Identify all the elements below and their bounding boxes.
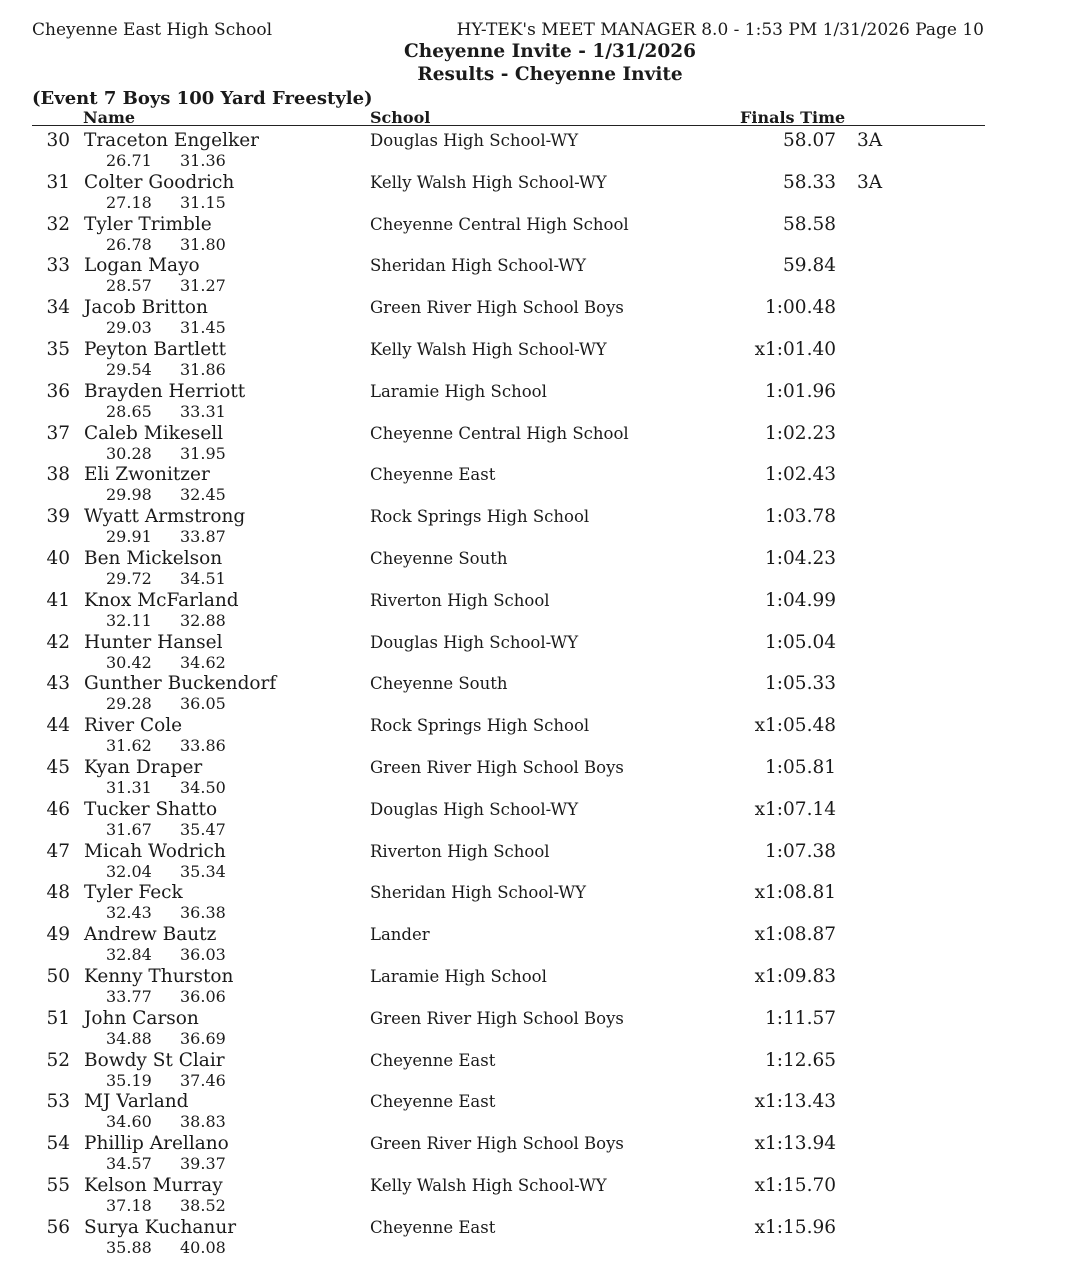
split-time-2: 35.47: [180, 819, 226, 839]
event-title: (Event 7 Boys 100 Yard Freestyle): [32, 88, 373, 109]
swimmer-school: Green River High School Boys: [370, 1008, 624, 1028]
split-time-2: 31.80: [180, 234, 226, 254]
result-place: 40: [46, 547, 70, 569]
split-time-2: 37.46: [180, 1070, 226, 1090]
finals-time: 1:02.23: [765, 422, 836, 444]
result-place: 53: [46, 1091, 70, 1113]
qualifying-standard: 3A: [857, 171, 883, 193]
swimmer-school: Lander: [370, 925, 430, 945]
swimmer-name: Surya Kuchanur: [84, 1216, 237, 1238]
swimmer-school: Sheridan High School-WY: [370, 256, 587, 276]
finals-time: 1:05.81: [765, 756, 836, 778]
split-time-1: 30.42: [106, 652, 152, 672]
result-row: [0, 214, 1080, 256]
result-place: 55: [46, 1174, 70, 1196]
finals-time: x1:15.96: [754, 1216, 836, 1238]
column-header-name: Name: [83, 108, 136, 127]
column-header-finals-time: Finals Time: [740, 108, 846, 127]
finals-time: 1:04.99: [765, 589, 836, 611]
split-time-2: 31.86: [180, 359, 226, 379]
finals-time: x1:07.14: [754, 798, 836, 820]
swimmer-name: Brayden Herriott: [84, 380, 246, 402]
swimmer-school: Cheyenne South: [370, 674, 508, 694]
result-place: 47: [46, 840, 70, 862]
swimmer-name: Kenny Thurston: [84, 965, 234, 987]
qualifying-standard: 3A: [857, 130, 883, 151]
split-time-1: 29.54: [106, 359, 152, 379]
split-time-1: 28.65: [106, 401, 152, 421]
split-time-2: 33.31: [180, 401, 226, 421]
split-time-2: 38.83: [180, 1112, 226, 1132]
split-time-1: 29.72: [106, 568, 152, 588]
split-time-2: 34.50: [180, 777, 226, 797]
result-place: 42: [46, 631, 70, 653]
split-time-1: 28.57: [106, 276, 152, 296]
swimmer-name: Jacob Britton: [84, 297, 208, 319]
swimmer-school: Kelly Walsh High School-WY: [370, 1175, 607, 1195]
swimmer-name: Peyton Bartlett: [84, 338, 227, 360]
swimmer-school: Douglas High School-WY: [370, 632, 579, 652]
result-place: 45: [46, 756, 70, 778]
finals-time: 58.33: [783, 171, 836, 193]
result-row: [0, 548, 1080, 590]
split-time-1: 31.62: [106, 736, 152, 756]
result-place: 52: [46, 1049, 70, 1071]
finals-time: 1:12.65: [765, 1049, 836, 1071]
result-place: 51: [46, 1007, 70, 1029]
finals-time: x1:08.87: [754, 924, 836, 946]
split-time-1: 26.78: [106, 234, 152, 254]
result-place: 48: [46, 882, 70, 904]
finals-time: 1:05.33: [765, 673, 836, 695]
result-place: 56: [46, 1216, 70, 1238]
finals-time: 1:07.38: [765, 840, 836, 862]
split-time-1: 32.84: [106, 945, 152, 965]
split-time-1: 34.60: [106, 1112, 152, 1132]
split-time-2: 34.62: [180, 652, 226, 672]
swimmer-school: Green River High School Boys: [370, 298, 624, 318]
swimmer-name: Caleb Mikesell: [84, 422, 224, 444]
result-row: [0, 1008, 1080, 1050]
split-time-1: 33.77: [106, 986, 152, 1006]
result-row: [0, 381, 1080, 423]
swimmer-school: Green River High School Boys: [370, 1134, 624, 1154]
swimmer-school: Rock Springs High School: [370, 716, 590, 736]
swimmer-name: MJ Varland: [84, 1091, 189, 1113]
result-place: 33: [46, 255, 70, 277]
result-place: 34: [46, 297, 70, 319]
swimmer-name: Colter Goodrich: [84, 171, 235, 193]
swimmer-school: Cheyenne Central High School: [370, 423, 629, 443]
swimmer-school: Riverton High School: [370, 841, 550, 861]
header-school-name: Cheyenne East High School: [32, 20, 273, 40]
swimmer-school: Cheyenne East: [370, 1217, 496, 1237]
result-row: [0, 1175, 1080, 1217]
result-row: [0, 1050, 1080, 1092]
split-time-1: 32.04: [106, 861, 152, 881]
split-time-2: 31.45: [180, 318, 226, 338]
split-time-1: 35.88: [106, 1237, 152, 1257]
result-row: [0, 1217, 1080, 1259]
split-time-1: 31.67: [106, 819, 152, 839]
swimmer-name: Tyler Feck: [84, 882, 183, 904]
split-time-2: 36.05: [180, 694, 226, 714]
meet-subtitle: Results - Cheyenne Invite: [417, 64, 683, 85]
swimmer-name: Kelson Murray: [84, 1174, 223, 1196]
swimmer-school: Cheyenne South: [370, 548, 508, 568]
meet-title: Cheyenne Invite - 1/31/2026: [404, 41, 696, 62]
finals-time: x1:13.43: [754, 1091, 836, 1113]
split-time-1: 35.19: [106, 1070, 152, 1090]
result-row: [0, 590, 1080, 632]
split-time-2: 36.38: [180, 903, 226, 923]
split-time-1: 29.28: [106, 694, 152, 714]
result-place: 49: [46, 924, 70, 946]
swimmer-school: Cheyenne East: [370, 1050, 496, 1070]
swimmer-school: Kelly Walsh High School-WY: [370, 172, 607, 192]
swimmer-name: John Carson: [84, 1007, 199, 1029]
split-time-1: 32.43: [106, 903, 152, 923]
result-row: [0, 172, 1080, 214]
header-divider: [32, 125, 985, 126]
split-time-1: 26.71: [106, 151, 152, 170]
result-row: [0, 673, 1080, 715]
result-place: 30: [46, 130, 70, 151]
split-time-1: 29.91: [106, 527, 152, 547]
finals-time: 58.58: [783, 213, 836, 235]
swimmer-name: River Cole: [84, 715, 183, 737]
split-time-1: 31.31: [106, 777, 152, 797]
result-row: [0, 1091, 1080, 1133]
swimmer-school: Laramie High School: [370, 381, 547, 401]
result-row: [0, 715, 1080, 757]
result-place: 46: [46, 798, 70, 820]
swimmer-name: Knox McFarland: [84, 589, 239, 611]
split-time-1: 27.18: [106, 192, 152, 212]
result-row: [0, 841, 1080, 883]
swimmer-name: Tyler Trimble: [84, 213, 212, 235]
finals-time: x1:05.48: [754, 715, 836, 737]
split-time-2: 40.08: [180, 1237, 226, 1257]
result-row: [0, 757, 1080, 799]
finals-time: 58.07: [783, 130, 836, 151]
result-place: 41: [46, 589, 70, 611]
split-time-2: 32.88: [180, 610, 226, 630]
result-place: 38: [46, 464, 70, 486]
swimmer-school: Green River High School Boys: [370, 757, 624, 777]
finals-time: x1:01.40: [754, 338, 836, 360]
split-time-2: 34.51: [180, 568, 226, 588]
swimmer-school: Douglas High School-WY: [370, 799, 579, 819]
results-list: [0, 130, 1080, 1259]
finals-time: 1:05.04: [765, 631, 836, 653]
swimmer-name: Gunther Buckendorf: [84, 673, 277, 695]
result-row: [0, 255, 1080, 297]
swimmer-name: Ben Mickelson: [84, 547, 223, 569]
result-row: [0, 924, 1080, 966]
result-row: [0, 297, 1080, 339]
split-time-2: 36.69: [180, 1028, 226, 1048]
result-place: 44: [46, 715, 70, 737]
split-time-1: 29.98: [106, 485, 152, 505]
split-time-2: 33.86: [180, 736, 226, 756]
result-row: [0, 882, 1080, 924]
finals-time: 1:00.48: [765, 297, 836, 319]
finals-time: 1:03.78: [765, 506, 836, 528]
swimmer-name: Hunter Hansel: [84, 631, 223, 653]
split-time-2: 36.06: [180, 986, 226, 1006]
result-row: [0, 966, 1080, 1008]
result-place: 50: [46, 965, 70, 987]
split-time-2: 33.87: [180, 527, 226, 547]
split-time-2: 32.45: [180, 485, 226, 505]
finals-time: x1:15.70: [754, 1174, 836, 1196]
split-time-1: 29.03: [106, 318, 152, 338]
swimmer-name: Micah Wodrich: [84, 840, 226, 862]
split-time-1: 30.28: [106, 443, 152, 463]
result-place: 43: [46, 673, 70, 695]
swimmer-school: Douglas High School-WY: [370, 131, 579, 150]
swimmer-name: Wyatt Armstrong: [84, 506, 246, 528]
swimmer-school: Kelly Walsh High School-WY: [370, 339, 607, 359]
header-meet-manager-info: HY-TEK's MEET MANAGER 8.0 - 1:53 PM 1/31/2026 Page 10: [456, 20, 984, 40]
split-time-2: 35.34: [180, 861, 226, 881]
swimmer-school: Cheyenne East: [370, 1092, 496, 1112]
swimmer-name: Bowdy St Clair: [84, 1049, 225, 1071]
finals-time: x1:09.83: [754, 965, 836, 987]
swimmer-school: Cheyenne Central High School: [370, 214, 629, 234]
result-row: [0, 339, 1080, 381]
result-place: 31: [46, 171, 70, 193]
swimmer-name: Logan Mayo: [84, 255, 200, 277]
split-time-1: 32.11: [106, 610, 152, 630]
finals-time: x1:08.81: [754, 882, 836, 904]
result-row: [0, 130, 1080, 172]
swimmer-name: Kyan Draper: [84, 756, 203, 778]
split-time-2: 31.36: [180, 151, 226, 170]
finals-time: 1:02.43: [765, 464, 836, 486]
swimmer-name: Traceton Engelker: [84, 130, 260, 151]
finals-time: 59.84: [783, 255, 836, 277]
finals-time: 1:04.23: [765, 547, 836, 569]
result-place: 32: [46, 213, 70, 235]
column-header-school: School: [370, 108, 431, 127]
split-time-2: 36.03: [180, 945, 226, 965]
result-place: 37: [46, 422, 70, 444]
swimmer-school: Sheridan High School-WY: [370, 883, 587, 903]
result-row: [0, 632, 1080, 674]
swimmer-name: Andrew Bautz: [84, 924, 217, 946]
result-place: 54: [46, 1133, 70, 1155]
result-row: [0, 506, 1080, 548]
finals-time: 1:11.57: [765, 1007, 836, 1029]
result-row: [0, 423, 1080, 465]
swimmer-name: Phillip Arellano: [84, 1133, 229, 1155]
split-time-2: 31.15: [180, 192, 226, 212]
result-row: [0, 464, 1080, 506]
split-time-1: 34.88: [106, 1028, 152, 1048]
swimmer-name: Eli Zwonitzer: [84, 464, 210, 486]
swimmer-name: Tucker Shatto: [84, 798, 218, 820]
swimmer-school: Rock Springs High School: [370, 507, 590, 527]
split-time-2: 31.27: [180, 276, 226, 296]
split-time-2: 31.95: [180, 443, 226, 463]
swimmer-school: Laramie High School: [370, 966, 547, 986]
result-row: [0, 799, 1080, 841]
finals-time: 1:01.96: [765, 380, 836, 402]
result-row: [0, 1133, 1080, 1175]
split-time-1: 37.18: [106, 1195, 152, 1215]
swimmer-school: Riverton High School: [370, 590, 550, 610]
result-place: 36: [46, 380, 70, 402]
split-time-1: 34.57: [106, 1154, 152, 1174]
finals-time: x1:13.94: [754, 1133, 836, 1155]
result-place: 35: [46, 338, 70, 360]
result-place: 39: [46, 506, 70, 528]
split-time-2: 39.37: [180, 1154, 226, 1174]
split-time-2: 38.52: [180, 1195, 226, 1215]
swimmer-school: Cheyenne East: [370, 465, 496, 485]
